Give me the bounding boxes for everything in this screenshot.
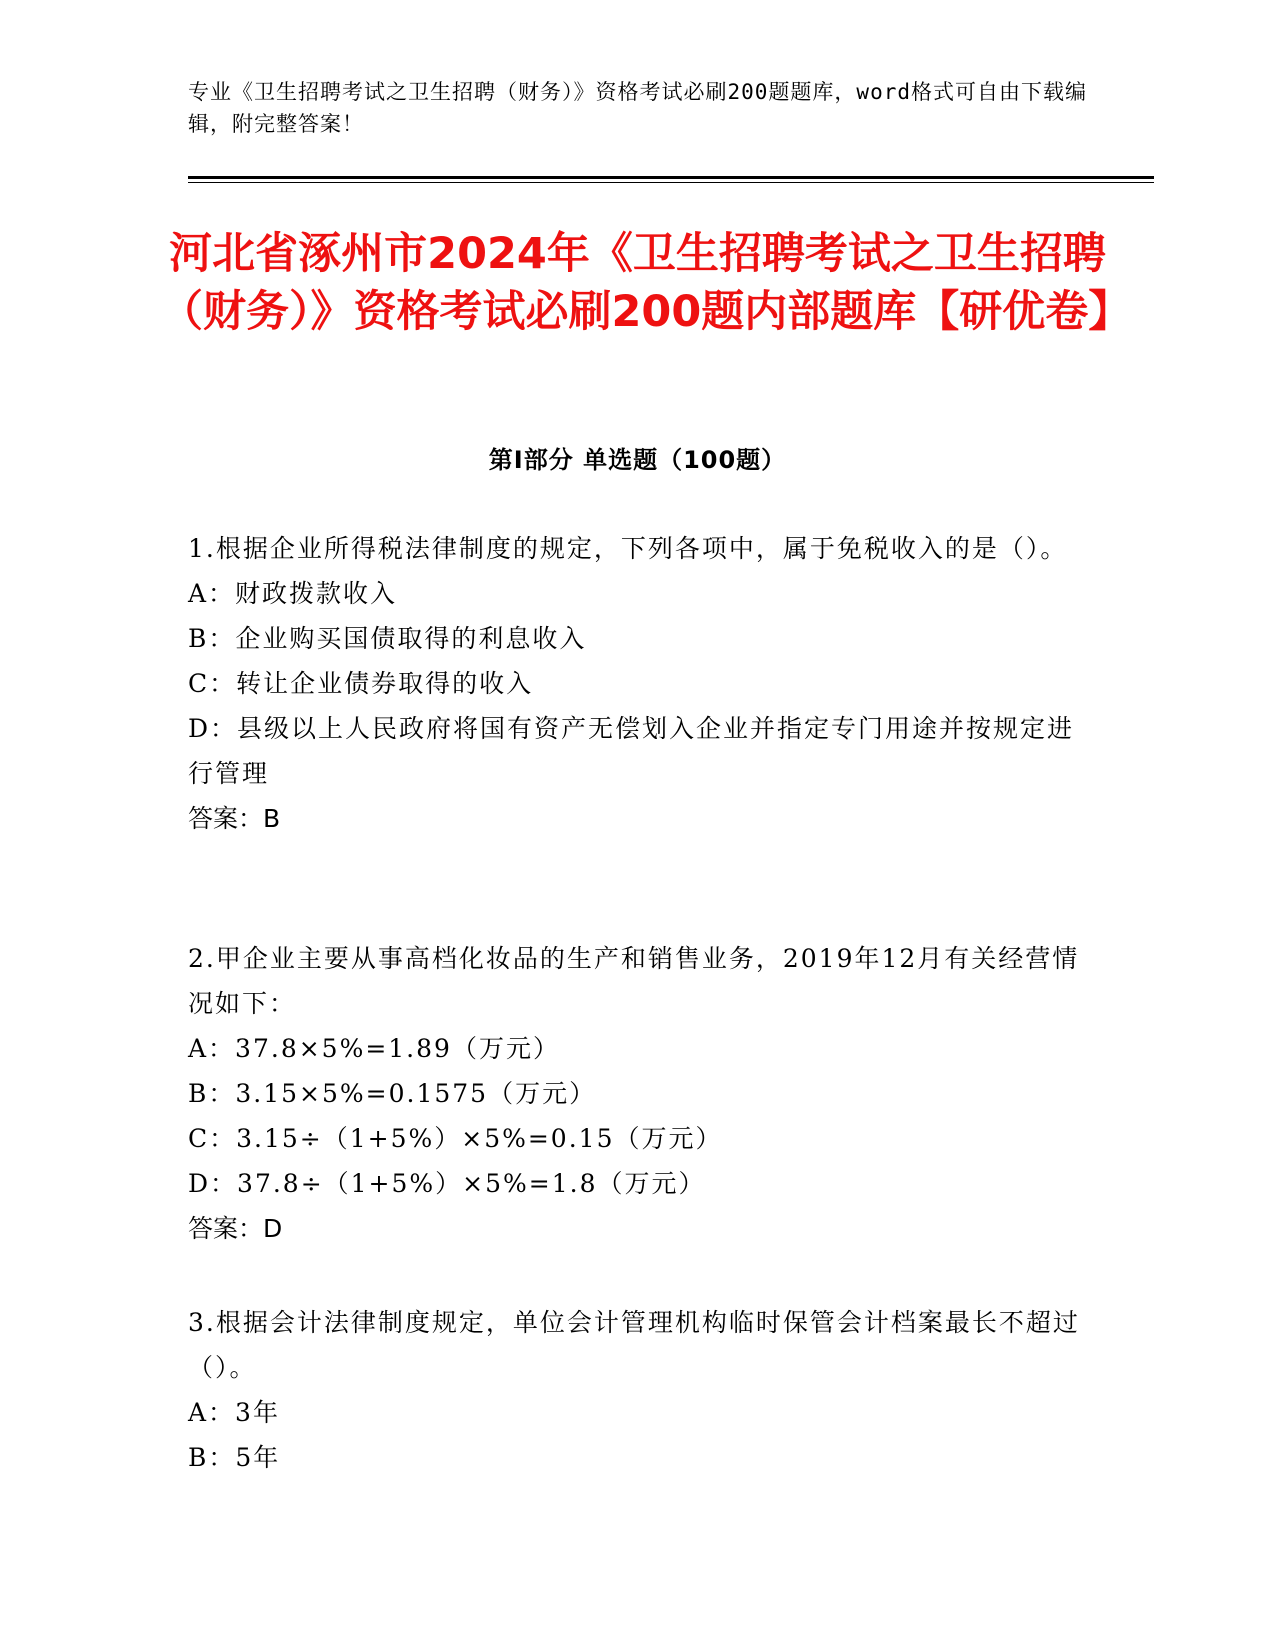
question-text: 3.根据会计法律制度规定，单位会计管理机构临时保管会计档案最长不超过（）。 (188, 1308, 1080, 1382)
question-text: 1.根据企业所得税法律制度的规定，下列各项中，属于免税收入的是（）。 (188, 534, 1068, 563)
option-a: A：37.8×5%=1.89（万元） (188, 1034, 560, 1063)
answer-text: 答案：D (188, 1214, 283, 1243)
option-c: C：转让企业债券取得的收入 (188, 669, 534, 698)
section-title: 第I部分 单选题（100题） (488, 446, 787, 474)
document-title: 河北省涿州市2024年《卫生招聘考试之卫生招聘（财务）》资格考试必刷200题内部题库【研优卷】 (160, 229, 1132, 337)
option-a: A：财政拨款收入 (188, 579, 398, 608)
option-a: A：3年 (188, 1398, 280, 1427)
question-text: 2.甲企业主要从事高档化妆品的生产和销售业务，2019年12月有关经营情况如下： (188, 944, 1080, 1018)
option-c: C：3.15÷（1+5%）×5%=0.15（万元） (188, 1124, 723, 1153)
header-divider-thick (188, 176, 1154, 179)
option-b: B：3.15×5%=0.1575（万元） (188, 1079, 597, 1108)
question-2 (188, 936, 1088, 1251)
question-1 (188, 526, 1088, 841)
option-b: B：5年 (188, 1443, 281, 1472)
option-b: B：企业购买国债取得的利息收入 (188, 624, 587, 653)
header-note: 专业《卫生招聘考试之卫生招聘（财务）》资格考试必刷200题题库，word格式可自由下载编辑，附完整答案！ (188, 80, 1087, 136)
option-d: D：37.8÷（1+5%）×5%=1.8（万元） (188, 1169, 706, 1198)
answer-text: 答案：B (188, 804, 281, 833)
question-3 (188, 1300, 1088, 1480)
header-divider-thin (188, 182, 1154, 183)
option-d: D：县级以上人民政府将国有资产无偿划入企业并指定专门用途并按规定进行管理 (188, 714, 1075, 788)
